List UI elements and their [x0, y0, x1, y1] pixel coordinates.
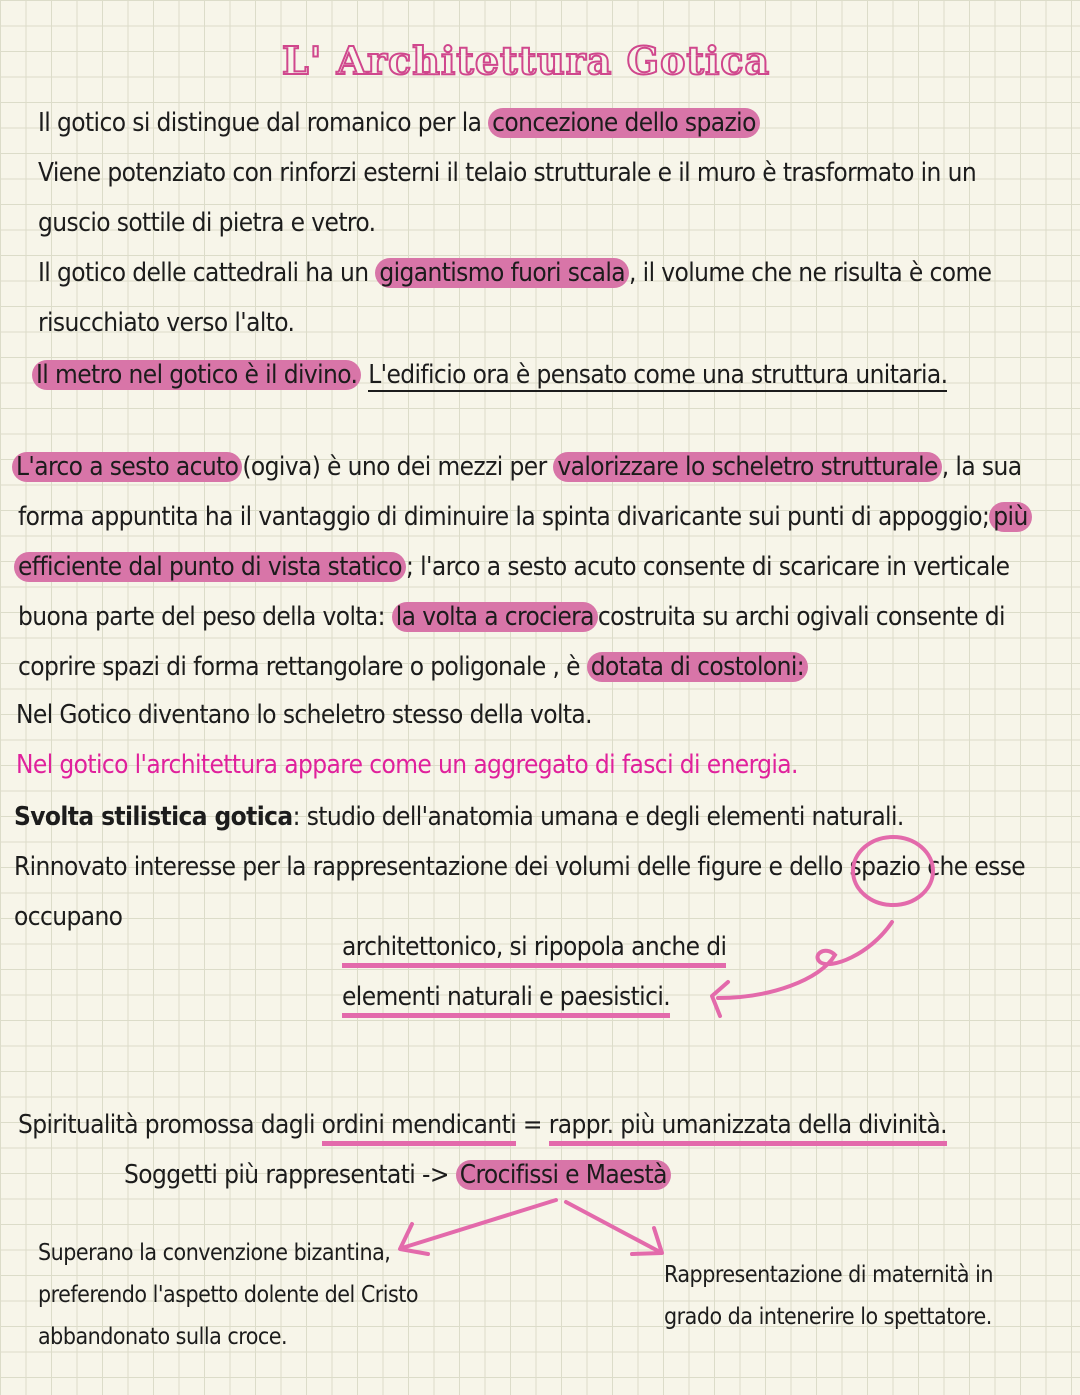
p2-line-7-pink: Nel gotico l'architettura appare come un aggregato di fasci di energia.: [16, 750, 798, 780]
p2-l4a: buona parte del peso della volta:: [18, 602, 392, 632]
p2-line-6: Nel Gotico diventano lo scheletro stesso della volta.: [16, 700, 592, 730]
p3-l2a: Soggetti più rappresentati ->: [124, 1160, 456, 1190]
p2-l5a: coprire spazi di forma rettangolare o poligonale , è: [18, 652, 587, 682]
highlight-piu: più: [989, 502, 1031, 532]
circled-spazio: spazio: [849, 852, 921, 882]
p2-line-10: occupano: [14, 902, 123, 932]
right-note-1: Rappresentazione di maternità in: [664, 1262, 993, 1288]
highlight-volta: la volta a crociera: [392, 602, 598, 632]
underline-edificio: L'edificio ora è pensato come una struttura unitaria.: [368, 360, 948, 390]
p1-line-3: guscio sottile di pietra e vetro.: [38, 208, 376, 238]
p1-line-2: Viene potenziato con rinforzi esterni il telaio strutturale e il muro è trasformato in un: [38, 158, 977, 188]
arrow-right: [566, 1202, 660, 1252]
p2-l3b: ; l'arco a sesto acuto consente di scaricare in verticale: [406, 552, 1010, 582]
page-title: L' Architettura Gotica: [282, 38, 771, 83]
p2-l8b: : studio dell'anatomia umana e degli elementi naturali.: [292, 802, 904, 832]
arrow-left: [402, 1200, 556, 1248]
p1-l4c: , il volume che ne risulta è come: [629, 258, 992, 288]
p2-l9c: che esse: [920, 852, 1026, 882]
right-note-2: grado da intenerire lo spettatore.: [664, 1304, 992, 1330]
p1-line-5: risucchiato verso l'alto.: [38, 308, 295, 338]
svolta-heading: Svolta stilistica gotica: [14, 802, 293, 832]
p2-l4c: costruita su archi ogivali consente di: [597, 602, 1005, 632]
highlight-crocifissi: Crocifissi e Maestà: [456, 1160, 671, 1190]
note-1: architettonico, si ripopola anche di: [342, 932, 726, 968]
p1-l4a: Il gotico delle cattedrali ha un: [38, 258, 376, 288]
p2-l1d: , la sua: [941, 452, 1022, 482]
left-note-2: preferendo l'aspetto dolente del Cristo: [38, 1282, 419, 1308]
highlight-gigantismo: gigantismo fuori scala: [375, 258, 629, 288]
spazio-circle: [853, 837, 933, 905]
p3-l1a: Spiritualità promossa dagli: [18, 1110, 322, 1140]
p2-l9a: Rinnovato interesse per la rappresentazione dei volumi delle figure e dello: [14, 852, 850, 882]
highlight-arco: L'arco a sesto acuto: [12, 452, 242, 482]
p2-l2a: forma appuntita ha il vantaggio di diminuire la spinta divaricante sui punti di appoggio;: [18, 502, 990, 532]
left-note-1: Superano la convenzione bizantina,: [38, 1240, 391, 1266]
arrow-left-head: [400, 1224, 428, 1254]
p3-l1c: =: [516, 1110, 549, 1140]
p2-l1b: (ogiva) è uno dei mezzi per: [242, 452, 554, 482]
underline-rappr: rappr. più umanizzata della divinità.: [549, 1110, 947, 1146]
curly-arrow: [718, 922, 892, 998]
highlight-efficiente: efficiente dal punto di vista statico: [14, 552, 406, 582]
highlight-concezione: concezione dello spazio: [488, 108, 760, 138]
left-note-3: abbandonato sulla croce.: [38, 1324, 288, 1350]
highlight-metro: Il metro nel gotico è il divino.: [32, 360, 361, 390]
highlight-valorizzare: valorizzare lo scheletro strutturale: [553, 452, 941, 482]
p1-l1a: Il gotico si distingue dal romanico per la: [38, 108, 489, 138]
highlight-costoloni: dotata di costoloni:: [587, 652, 808, 682]
underline-ordini: ordini mendicanti: [322, 1110, 516, 1146]
note-2: elementi naturali e paesistici.: [342, 982, 670, 1018]
